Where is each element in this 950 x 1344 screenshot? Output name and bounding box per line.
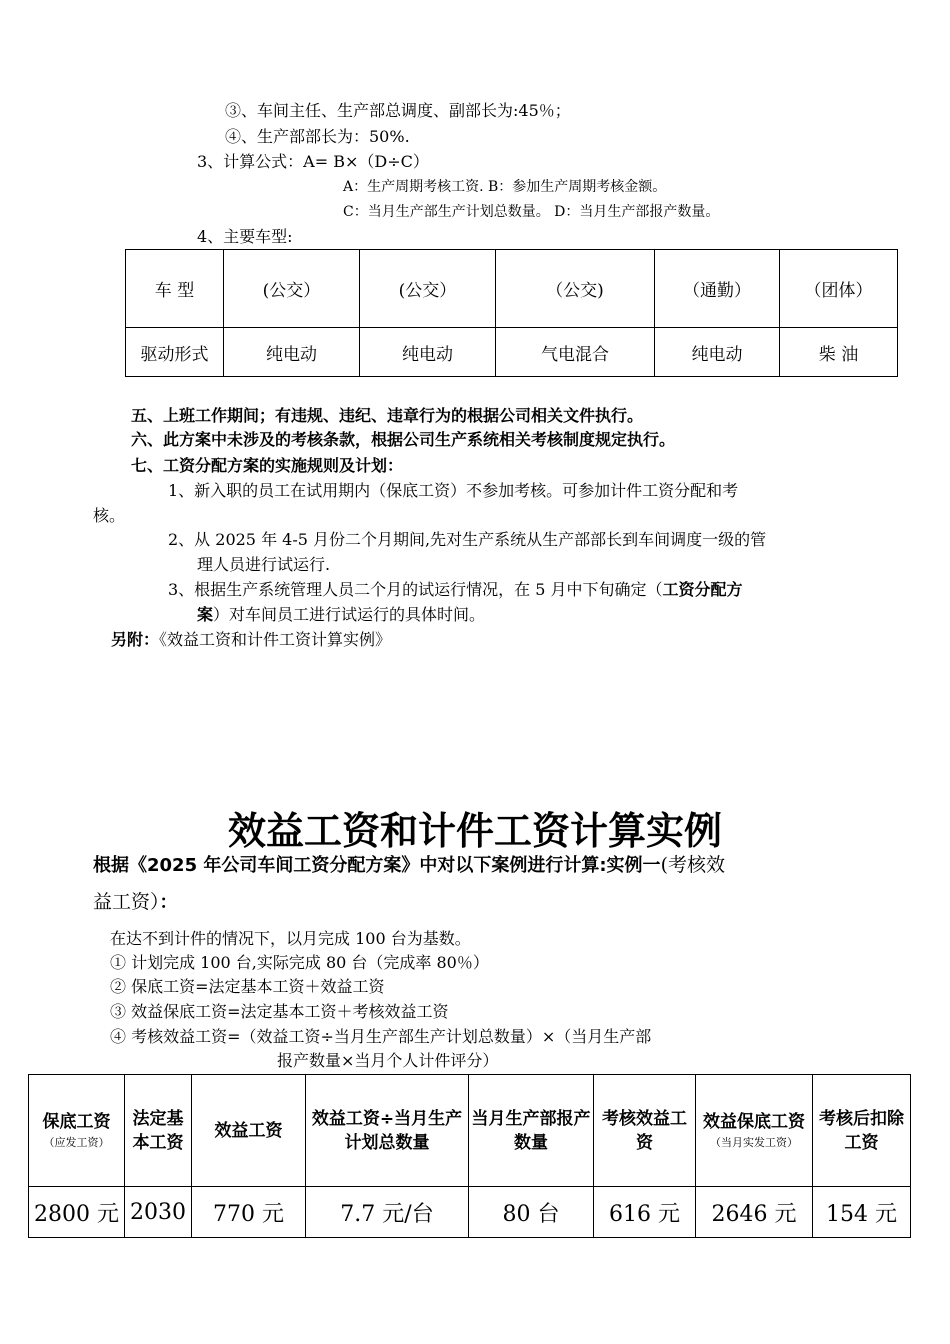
example-title: 效益工资和计件工资计算实例 [227, 808, 722, 853]
section-six: 六、此方案中未涉及的考核条款，根据公司生产系统相关考核制度规定执行。 [131, 430, 676, 449]
example-item-4-line-a: ④ 考核效益工资=（效益工资÷当月生产部生产计划总数量）×（当月生产部 [110, 1027, 652, 1046]
header-cell: 考核效益工资 [594, 1075, 696, 1187]
rule-3-bold: 案 [197, 605, 214, 624]
header-text: 保底工资 [42, 1111, 111, 1132]
calc-header-row [29, 1075, 911, 1187]
model-heading: 4、主要车型: [197, 227, 293, 246]
calc-value-row [29, 1187, 911, 1238]
value-cell: 616 元 [594, 1187, 696, 1238]
header-cell: 考核后扣除工资 [813, 1075, 911, 1187]
value-cell: 154 元 [813, 1187, 911, 1238]
example-item-3: ③ 效益保底工资=法定基本工资＋考核效益工资 [110, 1002, 449, 1021]
section-five: 五、上班工作期间；有违规、违纪、违章行为的根据公司相关文件执行。 [131, 406, 644, 425]
rule-3-line-b [197, 604, 485, 626]
header-cell [29, 1075, 125, 1187]
header-text: 效益保底工资 [703, 1111, 805, 1132]
rule-2-line-a: 2、从 2025 年 4-5 月份二个月期间,先对生产系统从生产部部长到车间调度一级的管 [168, 530, 767, 549]
model-type: （通勤） [655, 250, 780, 328]
value-cell: 2030 [125, 1187, 192, 1238]
rule-1-line-b: 核。 [93, 506, 126, 525]
example-subtitle-line-b [93, 889, 178, 916]
clause-4-item: ④、生产部部长为：50%. [225, 127, 410, 146]
value-cell: 2800 元 [29, 1187, 125, 1238]
drive-type: 纯电动 [655, 328, 780, 377]
drive-type: 纯电动 [224, 328, 360, 377]
section-seven: 七、工资分配方案的实施规则及计划： [131, 456, 404, 475]
drive-row [126, 328, 898, 377]
formula-def-cd: C：当月生产部生产计划总数量。 D：当月生产部报产数量。 [343, 204, 720, 220]
header-cell: 当月生产部报产数量 [469, 1075, 594, 1187]
rule-2-line-b: 理人员进行试运行. [197, 555, 331, 574]
subtitle-normal: (考核效 [660, 854, 725, 876]
example-intro: 在达不到计件的情况下，以月完成 100 台为基数。 [110, 929, 471, 948]
subtitle-bold: ： [159, 892, 178, 913]
appendix-line [111, 629, 391, 651]
vehicle-model-table [125, 249, 898, 377]
rule-3-line-a [168, 579, 743, 601]
appendix-label: 另附： [111, 630, 160, 649]
value-cell: 770 元 [192, 1187, 306, 1238]
rule-3-bold: 工资分配方 [662, 580, 743, 599]
drive-type: 气电混合 [496, 328, 655, 377]
drive-type: 纯电动 [360, 328, 496, 377]
model-row [126, 250, 898, 328]
model-type: (公交） [360, 250, 496, 328]
header-cell: 效益工资÷当月生产计划总数量 [306, 1075, 469, 1187]
rule-3-text: 3、根据生产系统管理人员二个月的试运行情况，在 5 月中下旬确定（ [168, 580, 663, 599]
subtitle-bold: 根据《2025 年公司车间工资分配方案》中对以下案例进行计算:实例一 [93, 855, 661, 876]
calculation-table [28, 1074, 911, 1238]
example-subtitle-line-a [93, 852, 725, 879]
rule-3-text: ）对车间员工进行试运行的具体时间。 [213, 605, 486, 624]
header-cell: 效益工资 [192, 1075, 306, 1187]
header-cell: 法定基本工资 [125, 1075, 192, 1187]
subtitle-normal: 益工资） [93, 891, 160, 913]
value-cell: 7.7 元/台 [306, 1187, 469, 1238]
example-item-1: ① 计划完成 100 台,实际完成 80 台（完成率 80％） [110, 953, 489, 972]
model-type: （公交) [496, 250, 655, 328]
example-item-2: ② 保底工资=法定基本工资＋效益工资 [110, 977, 385, 996]
clause-3-item: ③、车间主任、生产部总调度、副部长为:45％； [225, 101, 571, 120]
appendix-text: 《效益工资和计件工资计算实例》 [159, 630, 392, 649]
value-cell: 80 台 [469, 1187, 594, 1238]
formula-line: 3、计算公式：A= B×（D÷C） [197, 152, 429, 171]
rule-1-line-a: 1、新入职的员工在试用期内（保底工资）不参加考核。可参加计件工资分配和考 [168, 481, 739, 500]
header-note: （应发工资） [43, 1135, 110, 1149]
header-note: （当月实发工资） [710, 1135, 798, 1149]
drive-label: 驱动形式 [126, 328, 224, 377]
value-cell: 2646 元 [696, 1187, 813, 1238]
header-cell [696, 1075, 813, 1187]
model-label: 车 型 [126, 250, 224, 328]
drive-type: 柴 油 [780, 328, 898, 377]
formula-def-ab: A：生产周期考核工资. B：参加生产周期考核金额。 [343, 179, 667, 195]
model-type: （团体） [780, 250, 898, 328]
model-type: (公交） [224, 250, 360, 328]
example-item-4-line-b: 报产数量×当月个人计件评分） [277, 1051, 499, 1070]
